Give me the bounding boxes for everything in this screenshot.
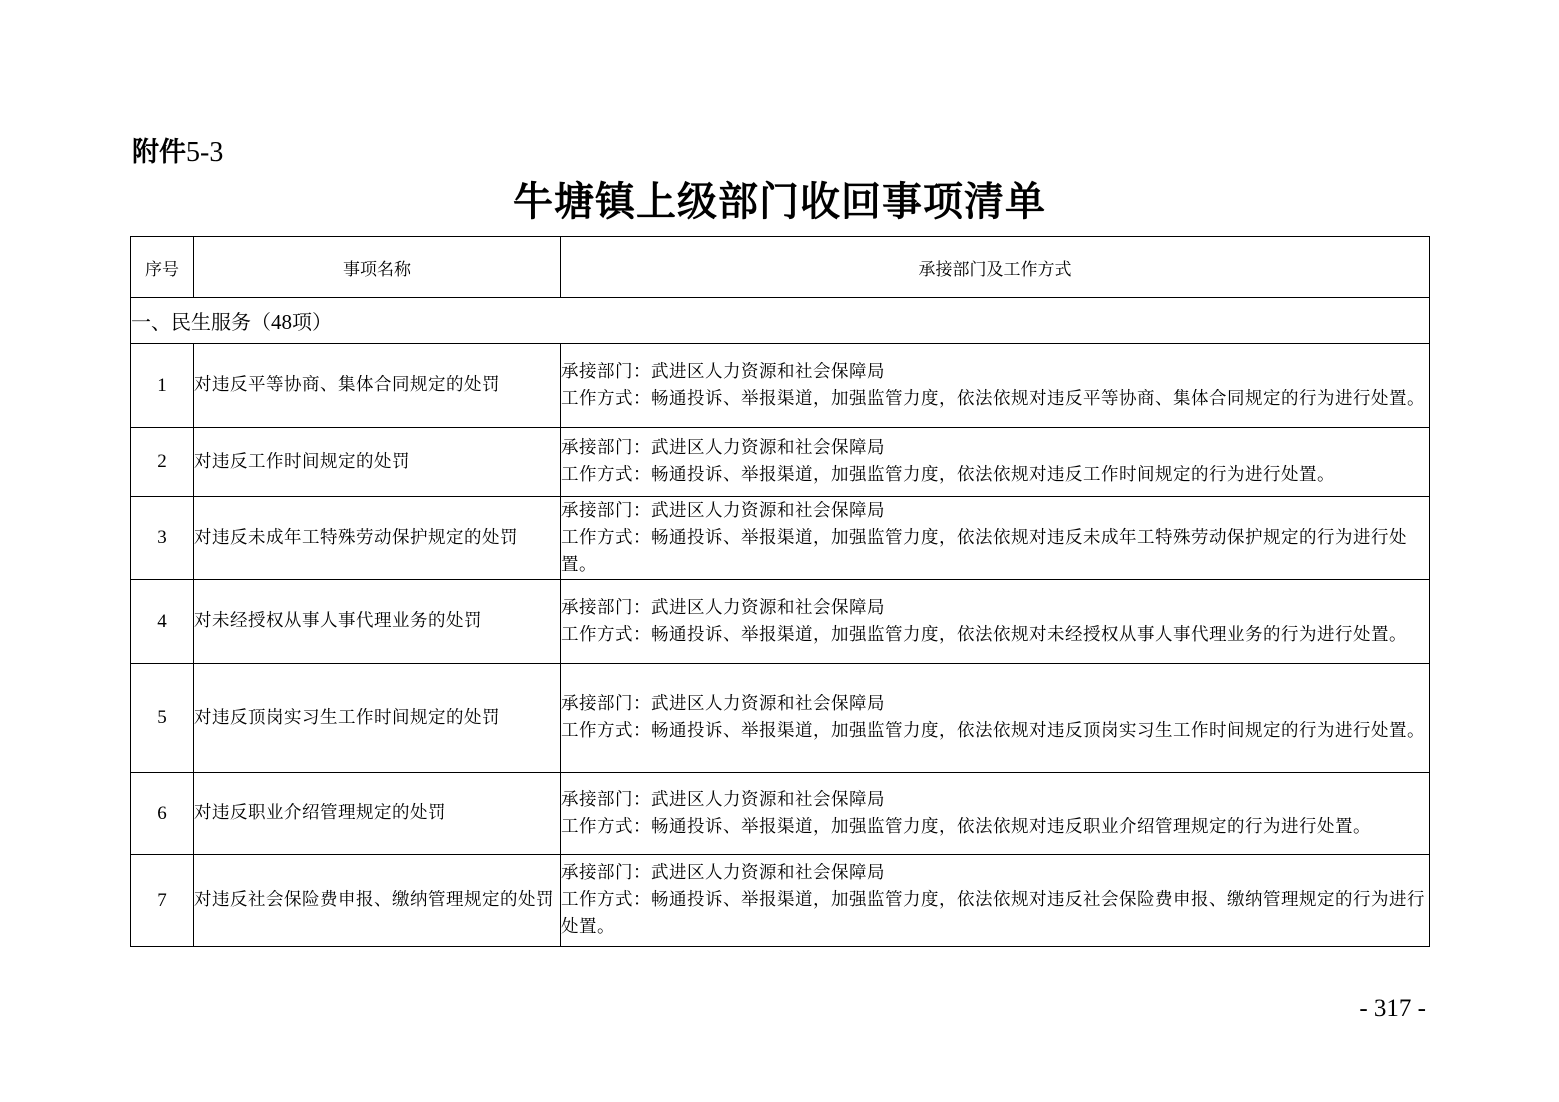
attachment-label bbox=[132, 136, 223, 170]
row-dept: 承接部门：武进区人力资源和社会保障局 bbox=[561, 694, 885, 714]
row-item-name: 对违反社会保险费申报、缴纳管理规定的处罚 bbox=[194, 855, 561, 947]
header-index: 序号 bbox=[131, 237, 194, 298]
row-item-name: 对违反平等协商、集体合同规定的处罚 bbox=[194, 344, 561, 428]
row-index: 2 bbox=[131, 428, 194, 497]
items-table bbox=[130, 236, 1430, 947]
table-row bbox=[131, 664, 1430, 773]
section-title-text: 一、民生服务（ bbox=[131, 310, 271, 334]
row-dept-method bbox=[561, 580, 1430, 664]
section-count: 48 bbox=[271, 310, 292, 334]
row-dept: 承接部门：武进区人力资源和社会保障局 bbox=[561, 597, 885, 618]
table-header-row bbox=[131, 237, 1430, 298]
document-title: 牛塘镇上级部门收回事项清单 bbox=[513, 179, 1046, 225]
section-suffix: 项） bbox=[292, 310, 332, 334]
row-method: 工作方式：畅通投诉、举报渠道，加强监管力度，依法依规对违反社会保险费申报、缴纳管理规定的行为进行处置。 bbox=[561, 890, 1425, 937]
row-method: 工作方式：畅通投诉、举报渠道，加强监管力度，依法依规对违反工作时间规定的行为进行处置。 bbox=[561, 465, 1335, 485]
table-row bbox=[131, 773, 1430, 855]
table-row bbox=[131, 497, 1430, 580]
row-dept-method bbox=[561, 428, 1430, 497]
attachment-word: 附件 bbox=[132, 137, 186, 168]
row-item-name: 对违反工作时间规定的处罚 bbox=[194, 428, 561, 497]
row-index: 5 bbox=[131, 664, 194, 773]
header-dept-method: 承接部门及工作方式 bbox=[561, 237, 1430, 298]
row-dept: 承接部门：武进区人力资源和社会保障局 bbox=[561, 789, 885, 810]
row-dept-method bbox=[561, 497, 1430, 580]
row-item-name: 对违反未成年工特殊劳动保护规定的处罚 bbox=[194, 497, 561, 580]
row-dept: 承接部门：武进区人力资源和社会保障局 bbox=[561, 500, 885, 521]
row-method: 工作方式：畅通投诉、举报渠道，加强监管力度，依法依规对违反未成年工特殊劳动保护规定的行为进行处置。 bbox=[561, 527, 1407, 575]
attachment-number: 5-3 bbox=[186, 137, 224, 168]
row-dept: 承接部门：武进区人力资源和社会保障局 bbox=[561, 863, 885, 883]
row-index: 1 bbox=[131, 344, 194, 428]
row-index: 6 bbox=[131, 773, 194, 855]
row-index: 4 bbox=[131, 580, 194, 664]
header-item-name: 事项名称 bbox=[194, 237, 561, 298]
row-dept-method bbox=[561, 344, 1430, 428]
row-index: 7 bbox=[131, 855, 194, 947]
row-method: 工作方式：畅通投诉、举报渠道，加强监管力度，依法依规对未经授权从事人事代理业务的行为进行处置。 bbox=[561, 624, 1407, 645]
row-dept-method bbox=[561, 773, 1430, 855]
section-title bbox=[131, 298, 1430, 344]
row-item-name: 对违反职业介绍管理规定的处罚 bbox=[194, 773, 561, 855]
row-method: 工作方式：畅通投诉、举报渠道，加强监管力度，依法依规对违反顶岗实习生工作时间规定的行为进行处置。 bbox=[561, 721, 1425, 741]
row-item-name: 对未经授权从事人事代理业务的处罚 bbox=[194, 580, 561, 664]
section-row bbox=[131, 298, 1430, 344]
row-method: 工作方式：畅通投诉、举报渠道，加强监管力度，依法依规对违反平等协商、集体合同规定的行为进行处置。 bbox=[561, 388, 1425, 409]
row-index: 3 bbox=[131, 497, 194, 580]
table-row bbox=[131, 344, 1430, 428]
row-dept: 承接部门：武进区人力资源和社会保障局 bbox=[561, 438, 885, 458]
table-row bbox=[131, 428, 1430, 497]
row-dept-method bbox=[561, 855, 1430, 947]
row-dept: 承接部门：武进区人力资源和社会保障局 bbox=[561, 361, 885, 382]
row-item-name: 对违反顶岗实习生工作时间规定的处罚 bbox=[194, 664, 561, 773]
page-number: - 317 - bbox=[1359, 995, 1426, 1022]
table-row bbox=[131, 855, 1430, 947]
table-row bbox=[131, 580, 1430, 664]
row-method: 工作方式：畅通投诉、举报渠道，加强监管力度，依法依规对违反职业介绍管理规定的行为进行处置。 bbox=[561, 816, 1371, 837]
row-dept-method bbox=[561, 664, 1430, 773]
